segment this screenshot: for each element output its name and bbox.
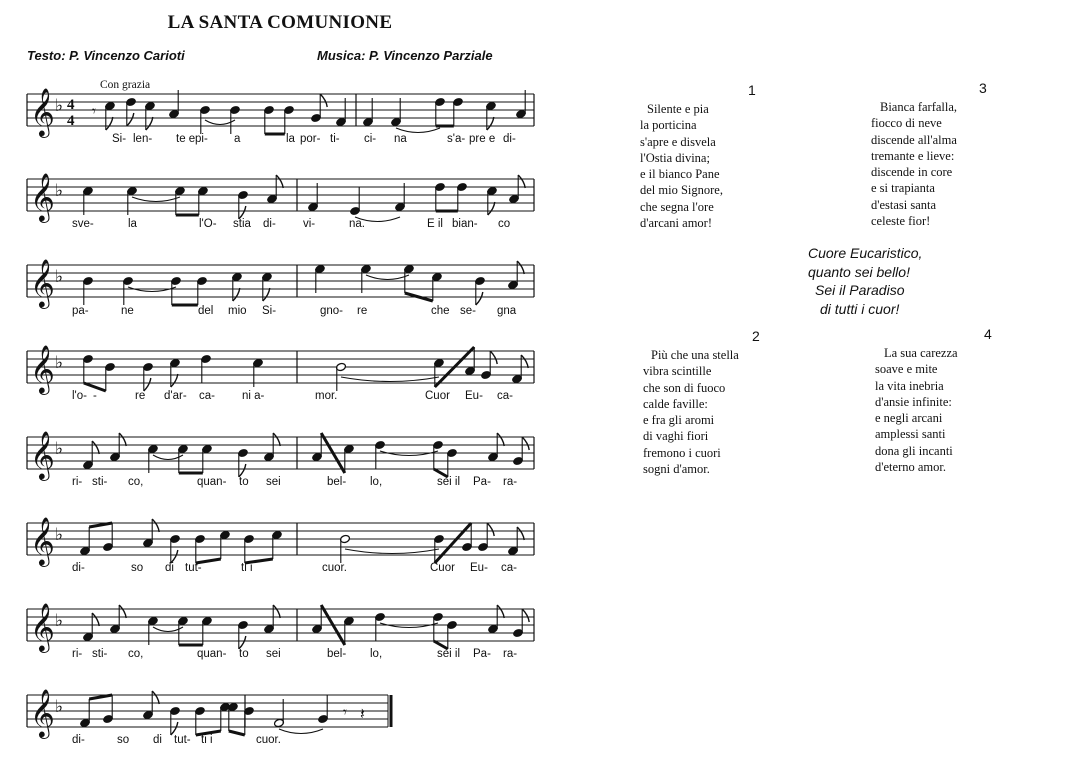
lyric-syllable: lo, xyxy=(370,476,383,488)
lyric-syllable: re xyxy=(135,390,146,402)
treble-clef-icon: 𝄞 xyxy=(30,87,55,136)
slur xyxy=(366,275,409,280)
lyric-syllable: to xyxy=(239,648,249,660)
note-flag xyxy=(518,175,525,188)
verse-line: e negli arcani xyxy=(875,411,943,426)
lyric-syllable: ra- xyxy=(503,476,518,488)
verse-line: tremante e lieve: xyxy=(871,148,955,163)
slur xyxy=(396,128,440,133)
refrain-line: Sei il Paradiso xyxy=(815,282,905,299)
note-flag xyxy=(119,605,126,618)
verse-line: soave e mite xyxy=(875,362,938,377)
lyric-syllable: co, xyxy=(128,476,144,488)
note-flag xyxy=(171,374,178,387)
lyric-syllable: na xyxy=(394,133,407,145)
verse-line: amplessi santi xyxy=(875,427,946,442)
lyric-syllable: di- xyxy=(503,133,516,145)
lyric-syllable: bian- xyxy=(452,218,478,230)
lyric-syllable: sti- xyxy=(92,648,108,660)
note-flag xyxy=(522,437,529,450)
verse-number-2: 2 xyxy=(752,328,760,344)
lyric-syllable: co xyxy=(498,218,511,230)
verse-line: fremono i cuori xyxy=(643,445,721,460)
lyric-syllable: d'ar- xyxy=(164,390,187,402)
verse-4 xyxy=(875,345,958,475)
note-flag xyxy=(522,609,529,622)
verse-line: discende all'alma xyxy=(871,132,957,147)
note-flag xyxy=(152,519,159,532)
treble-clef-icon: 𝄞 xyxy=(30,344,55,393)
verse-line: d'arcani amor! xyxy=(640,216,713,231)
treble-clef-icon: 𝄞 xyxy=(30,172,55,221)
note-flag xyxy=(487,523,494,536)
flat-sign-icon: ♭ xyxy=(55,96,64,116)
lyric-syllable: sei il xyxy=(437,476,461,488)
lyric-syllable: Cuor xyxy=(425,390,450,402)
treble-clef-icon: 𝄞 xyxy=(30,516,55,565)
lyric-syllable: di- xyxy=(72,734,85,746)
lyric-syllable: re xyxy=(357,305,368,317)
lyric-syllable: co, xyxy=(128,648,144,660)
lyric-syllable: che xyxy=(431,305,450,317)
lyric-syllable: sei il xyxy=(437,648,461,660)
verse-line: fiocco di neve xyxy=(871,116,942,131)
verse-line: vibra scintille xyxy=(643,364,712,379)
note-flag xyxy=(490,351,497,364)
note-flag xyxy=(517,527,524,540)
verse-line: Più che una stella xyxy=(651,348,739,362)
verse-line: discende in core xyxy=(871,165,953,180)
verse-line: dona gli incanti xyxy=(875,443,953,458)
verse-line: La sua carezza xyxy=(884,346,958,360)
verse-line: e fra gli aromi xyxy=(643,413,715,428)
note-beam xyxy=(435,523,471,563)
lyric-syllable: a xyxy=(234,133,241,145)
lyric-syllable: ra- xyxy=(503,648,518,660)
verse-line: calde faville: xyxy=(643,396,708,411)
verse-line: d'estasi santa xyxy=(871,197,937,212)
lyric-syllable: por- xyxy=(300,133,321,145)
refrain-line: Cuore Eucaristico, xyxy=(808,245,923,261)
lyric-syllable: pi- xyxy=(195,133,208,145)
note-beam xyxy=(89,695,112,699)
flat-sign-icon: ♭ xyxy=(55,525,64,545)
tempo-marking: Con grazia xyxy=(100,79,151,91)
lyric-syllable: sti- xyxy=(92,476,108,488)
lyric-syllable: so xyxy=(131,562,144,574)
lyric-syllable: na. xyxy=(349,218,365,230)
lyric-syllable: Pa- xyxy=(473,648,491,660)
lyric-syllable: ti- xyxy=(330,133,340,145)
lyric-syllable: tut- xyxy=(174,734,191,746)
lyric-syllable: te e xyxy=(176,133,196,145)
note-flag xyxy=(106,117,113,130)
lyric-syllable: la xyxy=(286,133,295,145)
lyric-syllable: Si- xyxy=(262,305,277,317)
note-flag xyxy=(146,117,153,130)
lyric-syllable: lo, xyxy=(370,648,383,660)
verse-1 xyxy=(640,101,723,231)
note-flag xyxy=(476,292,483,305)
note-flag xyxy=(521,355,528,368)
lyric-syllable: stia xyxy=(233,218,251,230)
lyric-syllable: bel- xyxy=(327,648,347,660)
lyric-syllable: quan- xyxy=(197,476,227,488)
eighth-rest-icon: 𝄾 xyxy=(343,703,347,721)
note-flag xyxy=(497,605,504,618)
lyric-syllable: E il xyxy=(427,218,443,230)
flat-sign-icon: ♭ xyxy=(55,611,64,631)
lyric-syllable: mio xyxy=(228,305,247,317)
slur xyxy=(341,377,439,382)
lyric-syllable: ni a- xyxy=(242,390,265,402)
treble-clef-icon: 𝄞 xyxy=(30,430,55,479)
flat-sign-icon: ♭ xyxy=(55,439,64,459)
verse-number-1: 1 xyxy=(748,82,756,98)
time-signature-top: 4 xyxy=(67,97,75,113)
verse-line: Silente e pia xyxy=(647,102,709,116)
lyric-syllable: Eu- xyxy=(465,390,483,402)
verse-line: del mio Signore, xyxy=(640,183,723,198)
lyric-syllable: l'O- xyxy=(199,218,217,230)
note-flag xyxy=(497,433,504,446)
slur xyxy=(132,197,180,202)
treble-clef-icon: 𝄞 xyxy=(30,602,55,651)
note-flag xyxy=(127,113,134,126)
lyric-syllable: Cuor xyxy=(430,562,455,574)
lyric-syllable: di- xyxy=(263,218,276,230)
note-flag xyxy=(233,288,240,301)
verse-line: la porticina xyxy=(640,118,697,133)
verse-line: l'Ostia divina; xyxy=(640,150,710,165)
eighth-rest-icon: 𝄾 xyxy=(92,102,96,120)
verse-line: d'eterno amor. xyxy=(875,460,946,475)
lyric-syllable: gno- xyxy=(320,305,344,317)
lyric-syllable: Pa- xyxy=(473,476,491,488)
note-flag xyxy=(92,441,99,454)
lyric-syllable: ca- xyxy=(497,390,513,402)
lyric-syllable: ci- xyxy=(364,133,377,145)
verse-line: e si trapianta xyxy=(871,181,935,196)
verse-line: s'apre e disvela xyxy=(640,134,716,149)
slur xyxy=(345,549,439,554)
verse-line: celeste fior! xyxy=(871,214,931,229)
flat-sign-icon: ♭ xyxy=(55,267,64,287)
verse-line: e il bianco Pane xyxy=(640,167,720,182)
verse-number-4: 4 xyxy=(984,326,992,342)
lyric-syllable: sei xyxy=(266,648,281,660)
lyric-syllable: di xyxy=(165,562,174,574)
note-flag xyxy=(487,117,494,130)
lyric-syllable: pre e xyxy=(469,133,496,145)
lyric-syllable: to xyxy=(239,476,249,488)
lyric-syllable: se- xyxy=(460,305,476,317)
lyric-syllable: ti i xyxy=(201,734,213,746)
note-beam xyxy=(229,731,245,735)
lyric-syllable: gna xyxy=(497,305,517,317)
lyric-syllable: pa- xyxy=(72,305,89,317)
music-credit: Musica: P. Vincenzo Parziale xyxy=(317,48,493,63)
note-flag xyxy=(119,433,126,446)
refrain xyxy=(808,244,922,318)
lyric-syllable: la xyxy=(128,218,137,230)
flat-sign-icon: ♭ xyxy=(55,697,64,717)
verse-line: che segna l'ore xyxy=(640,199,714,214)
flat-sign-icon: ♭ xyxy=(55,353,64,373)
verse-line: che son di fuoco xyxy=(643,380,726,395)
lyric-syllable: sei xyxy=(266,476,281,488)
lyric-syllable: l'o- xyxy=(72,390,87,402)
lyric-syllable: ri- xyxy=(72,648,83,660)
quarter-rest-icon: 𝄽 xyxy=(360,704,365,723)
treble-clef-icon: 𝄞 xyxy=(30,688,55,737)
lyric-syllable: s'a- xyxy=(447,133,466,145)
verse-number-3: 3 xyxy=(979,80,987,96)
lyric-syllable: so xyxy=(117,734,130,746)
time-signature-bottom: 4 xyxy=(67,113,75,129)
lyric-syllable: cuor. xyxy=(322,562,347,574)
lyric-syllable: bel- xyxy=(327,476,347,488)
verse-3 xyxy=(871,99,957,229)
lyric-syllable: ne xyxy=(121,305,134,317)
lyric-syllable: ti i xyxy=(241,562,253,574)
flat-sign-icon: ♭ xyxy=(55,181,64,201)
page-title: LA SANTA COMUNIONE xyxy=(167,12,393,33)
lyric-syllable: tut- xyxy=(185,562,202,574)
lyric-syllable: cuor. xyxy=(256,734,281,746)
treble-clef-icon: 𝄞 xyxy=(30,258,55,307)
verse-line: di vaghi fiori xyxy=(643,429,709,444)
verse-2 xyxy=(643,347,739,477)
note-flag xyxy=(320,94,327,107)
note-flag xyxy=(488,202,495,215)
slur xyxy=(279,729,323,734)
lyric-syllable: Si- xyxy=(112,133,127,145)
note-flag xyxy=(276,175,283,188)
note-flag xyxy=(92,613,99,626)
lyric-syllable: ri- xyxy=(72,476,83,488)
note-flag xyxy=(273,433,280,446)
note-flag xyxy=(517,261,524,274)
note-beam xyxy=(89,523,112,527)
lyric-syllable: vi- xyxy=(303,218,316,230)
verse-line: la vita inebria xyxy=(875,378,944,393)
lyric-syllable: - xyxy=(93,390,97,402)
lyric-syllable: sve- xyxy=(72,218,94,230)
lyric-syllable: Eu- xyxy=(470,562,488,574)
lyric-syllable: ca- xyxy=(199,390,215,402)
lyric-syllable: quan- xyxy=(197,648,227,660)
lyric-syllable: mor. xyxy=(315,390,338,402)
refrain-line: quanto sei bello! xyxy=(808,263,910,280)
verse-line: Bianca farfalla, xyxy=(880,100,958,114)
note-flag xyxy=(273,605,280,618)
lyric-syllable: ca- xyxy=(501,562,517,574)
verse-line: d'ansie infinite: xyxy=(875,394,952,409)
note-flag xyxy=(152,691,159,704)
refrain-line: di tutti i cuor! xyxy=(820,300,900,317)
lyric-syllable: del xyxy=(198,305,214,317)
lyric-syllable: di xyxy=(153,734,162,746)
lyrics-credit: Testo: P. Vincenzo Carioti xyxy=(27,48,185,63)
lyric-syllable: di- xyxy=(72,562,85,574)
verse-line: sogni d'amor. xyxy=(643,462,710,477)
note-flag xyxy=(263,288,270,301)
lyric-syllable: len- xyxy=(133,133,153,145)
